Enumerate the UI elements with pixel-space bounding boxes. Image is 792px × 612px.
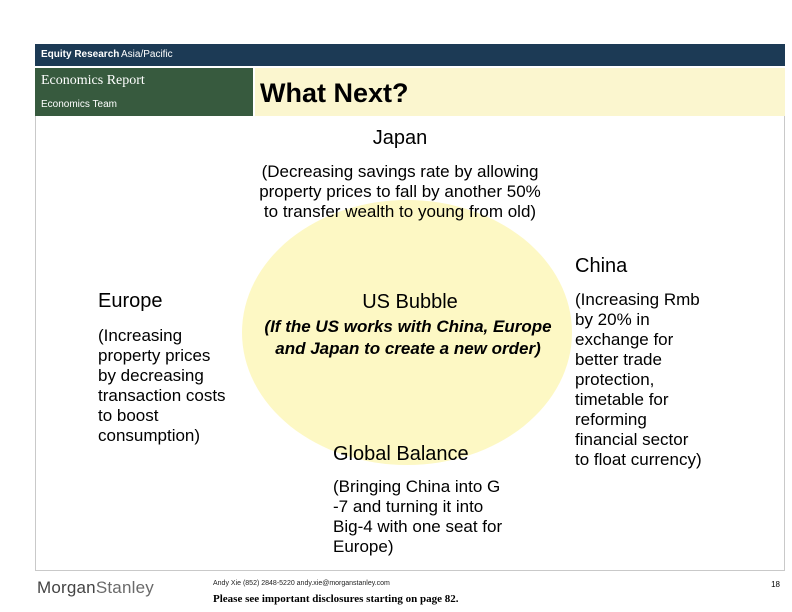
japan-line: to transfer wealth to young from old) bbox=[263, 202, 537, 221]
china-line: exchange for bbox=[575, 330, 674, 349]
china-line: to float currency) bbox=[575, 450, 702, 469]
global-line: Big-4 with one seat for bbox=[333, 517, 503, 536]
china-line: better trade bbox=[575, 350, 662, 369]
us-line: and Japan to create a new order) bbox=[275, 339, 541, 358]
china-line: financial sector bbox=[575, 430, 689, 449]
logo-text-2: Stanley bbox=[95, 578, 154, 597]
company-logo bbox=[37, 578, 154, 598]
china-detail bbox=[575, 290, 702, 470]
japan-heading: Japan bbox=[372, 127, 428, 149]
china-heading: China bbox=[575, 255, 628, 277]
china-line: timetable for bbox=[575, 390, 669, 409]
disclosure-note: Please see important disclosures starting on page 82. bbox=[213, 593, 459, 605]
japan-line: (Decreasing savings rate by allowing bbox=[261, 162, 539, 181]
global-line: Europe) bbox=[333, 537, 394, 556]
china-line: by 20% in bbox=[575, 310, 650, 329]
china-line: reforming bbox=[575, 410, 647, 429]
europe-heading: Europe bbox=[98, 290, 163, 312]
header-bar bbox=[35, 44, 785, 66]
author-contact: Andy Xie (852) 2848-5220 andy.xie@morganstanley.com bbox=[213, 580, 390, 587]
europe-line: property prices bbox=[98, 346, 211, 365]
china-line: protection, bbox=[575, 370, 655, 389]
europe-line: (Increasing bbox=[98, 326, 183, 345]
page-number: 18 bbox=[771, 580, 780, 589]
japan-detail bbox=[200, 162, 600, 222]
logo-text-1: Morgan bbox=[37, 578, 96, 597]
europe-line: by decreasing bbox=[98, 366, 204, 385]
europe-detail bbox=[98, 326, 226, 446]
team-name: Economics Team bbox=[41, 99, 117, 110]
title-panel bbox=[255, 68, 785, 116]
us-detail bbox=[226, 316, 590, 360]
report-type: Economics Report bbox=[41, 73, 145, 88]
region-label: Asia/Pacific bbox=[121, 49, 173, 60]
global-detail bbox=[333, 477, 502, 557]
global-line: -7 and turning it into bbox=[333, 497, 484, 516]
report-info-panel bbox=[35, 68, 253, 116]
europe-line: transaction costs bbox=[98, 386, 226, 405]
page-title: What Next? bbox=[260, 78, 409, 108]
us-line: (If the US works with China, Europe bbox=[264, 317, 552, 336]
japan-line: property prices to fall by another 50% bbox=[259, 182, 541, 201]
global-line: (Bringing China into G bbox=[333, 477, 501, 496]
division-label: Equity Research bbox=[41, 49, 120, 60]
global-heading: Global Balance bbox=[333, 443, 469, 465]
us-heading: US Bubble bbox=[362, 291, 458, 313]
china-line: (Increasing Rmb bbox=[575, 290, 700, 309]
europe-line: to boost bbox=[98, 406, 159, 425]
europe-line: consumption) bbox=[98, 426, 201, 445]
